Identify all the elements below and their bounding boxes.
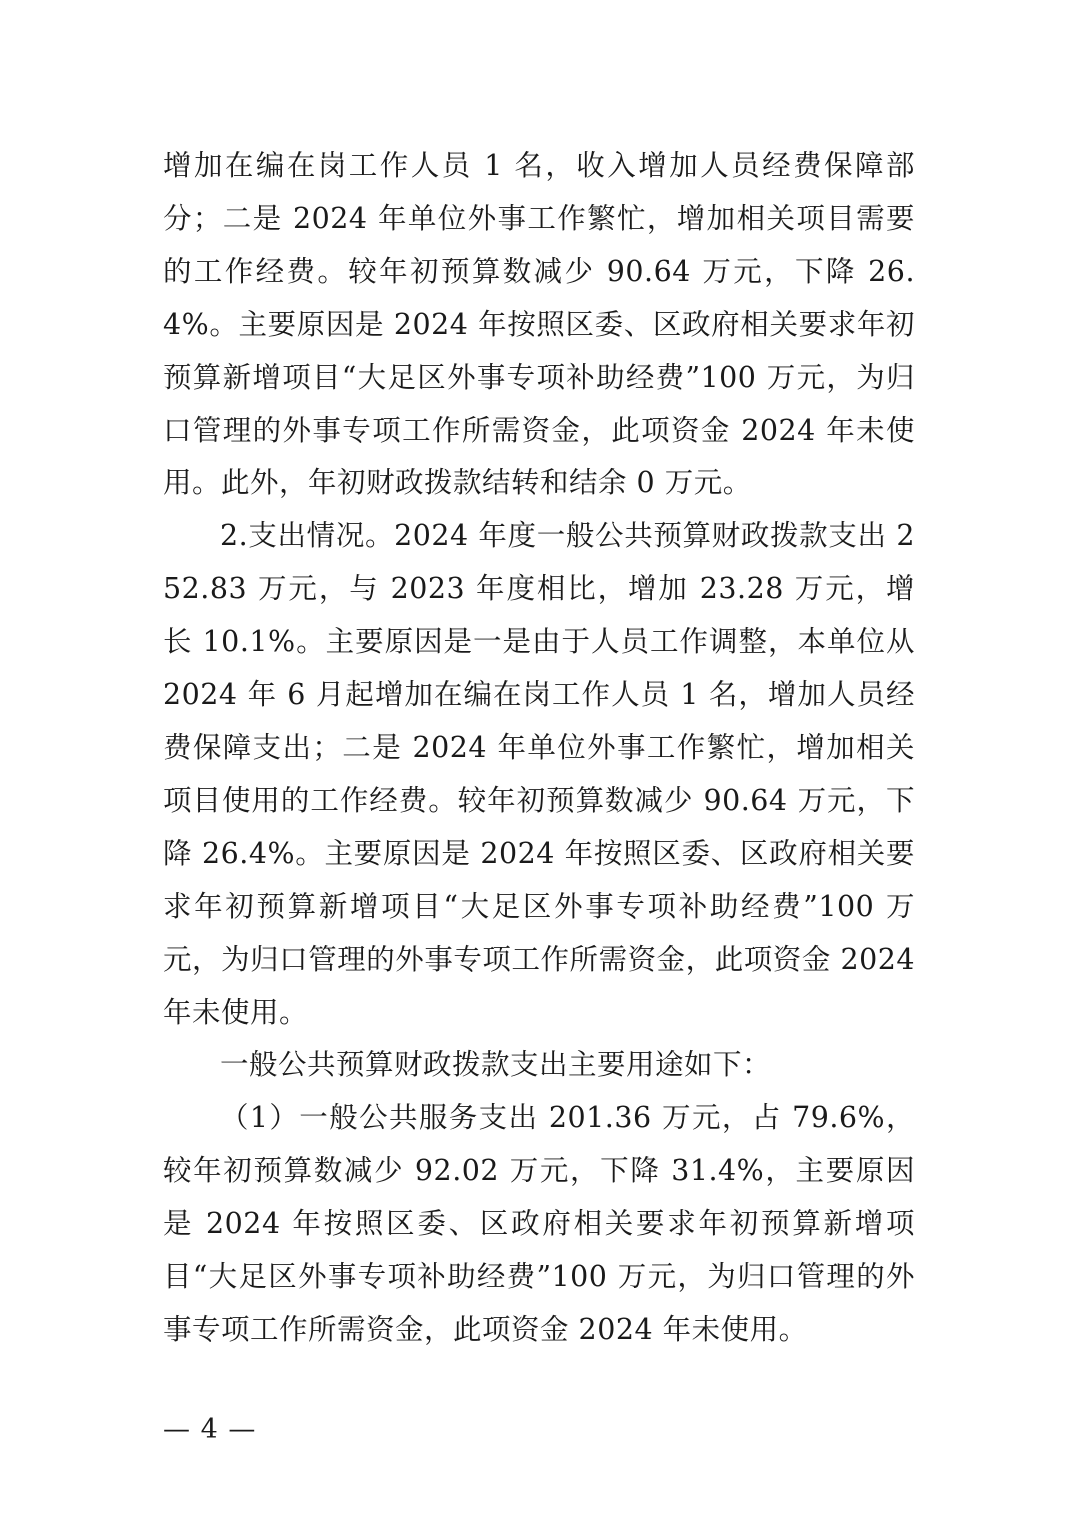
body-text: [163, 140, 915, 1357]
page-number: — 4 —: [163, 1414, 257, 1445]
paragraph-usage-intro: 一般公共预算财政拨款支出主要用途如下：: [220, 1048, 772, 1082]
paragraph-general-services: （1）一般公共服务支出 201.36 万元，占 79.6%，较年初预算数减少 92.02 万元，下降 31.4%，主要原因是 2024 年按照区委、区政府相关要求年初预算新增项目“大足区外事专项补助经费”100 万元，为归口管理的外事专项工作所需资金，此项资金 2024 年未使用。: [163, 1101, 915, 1346]
paragraph-expenditure: 2.支出情况。2024 年度一般公共预算财政拨款支出 252.83 万元，与 2023 年度相比，增加 23.28 万元，增长 10.1%。主要原因是一是由于人员工作调整，本单位从 2024 年 6 月起增加在编在岗工作人员 1 名，增加人员经费保障支出；二是 2024 年单位外事工作繁忙，增加相关项目使用的工作经费。较年初预算数减少 90.64 万元，下降 26.4%。主要原因是 2024 年按照区委、区政府相关要求年初预算新增项目“大足区外事专项补助经费”100 万元，为归口管理的外事专项工作所需资金，此项资金 2024 年未使用。: [163, 519, 915, 1029]
paragraph-continuation: 增加在编在岗工作人员 1 名，收入增加人员经费保障部分；二是 2024 年单位外事工作繁忙，增加相关项目需要的工作经费。较年初预算数减少 90.64 万元，下降 26.4%。主要原因是 2024 年按照区委、区政府相关要求年初预算新增项目“大足区外事专项补助经费”100 万元，为归口管理的外事专项工作所需资金，此项资金 2024 年未使用。此外，年初财政拨款结转和结余 0 万元。: [163, 149, 915, 500]
